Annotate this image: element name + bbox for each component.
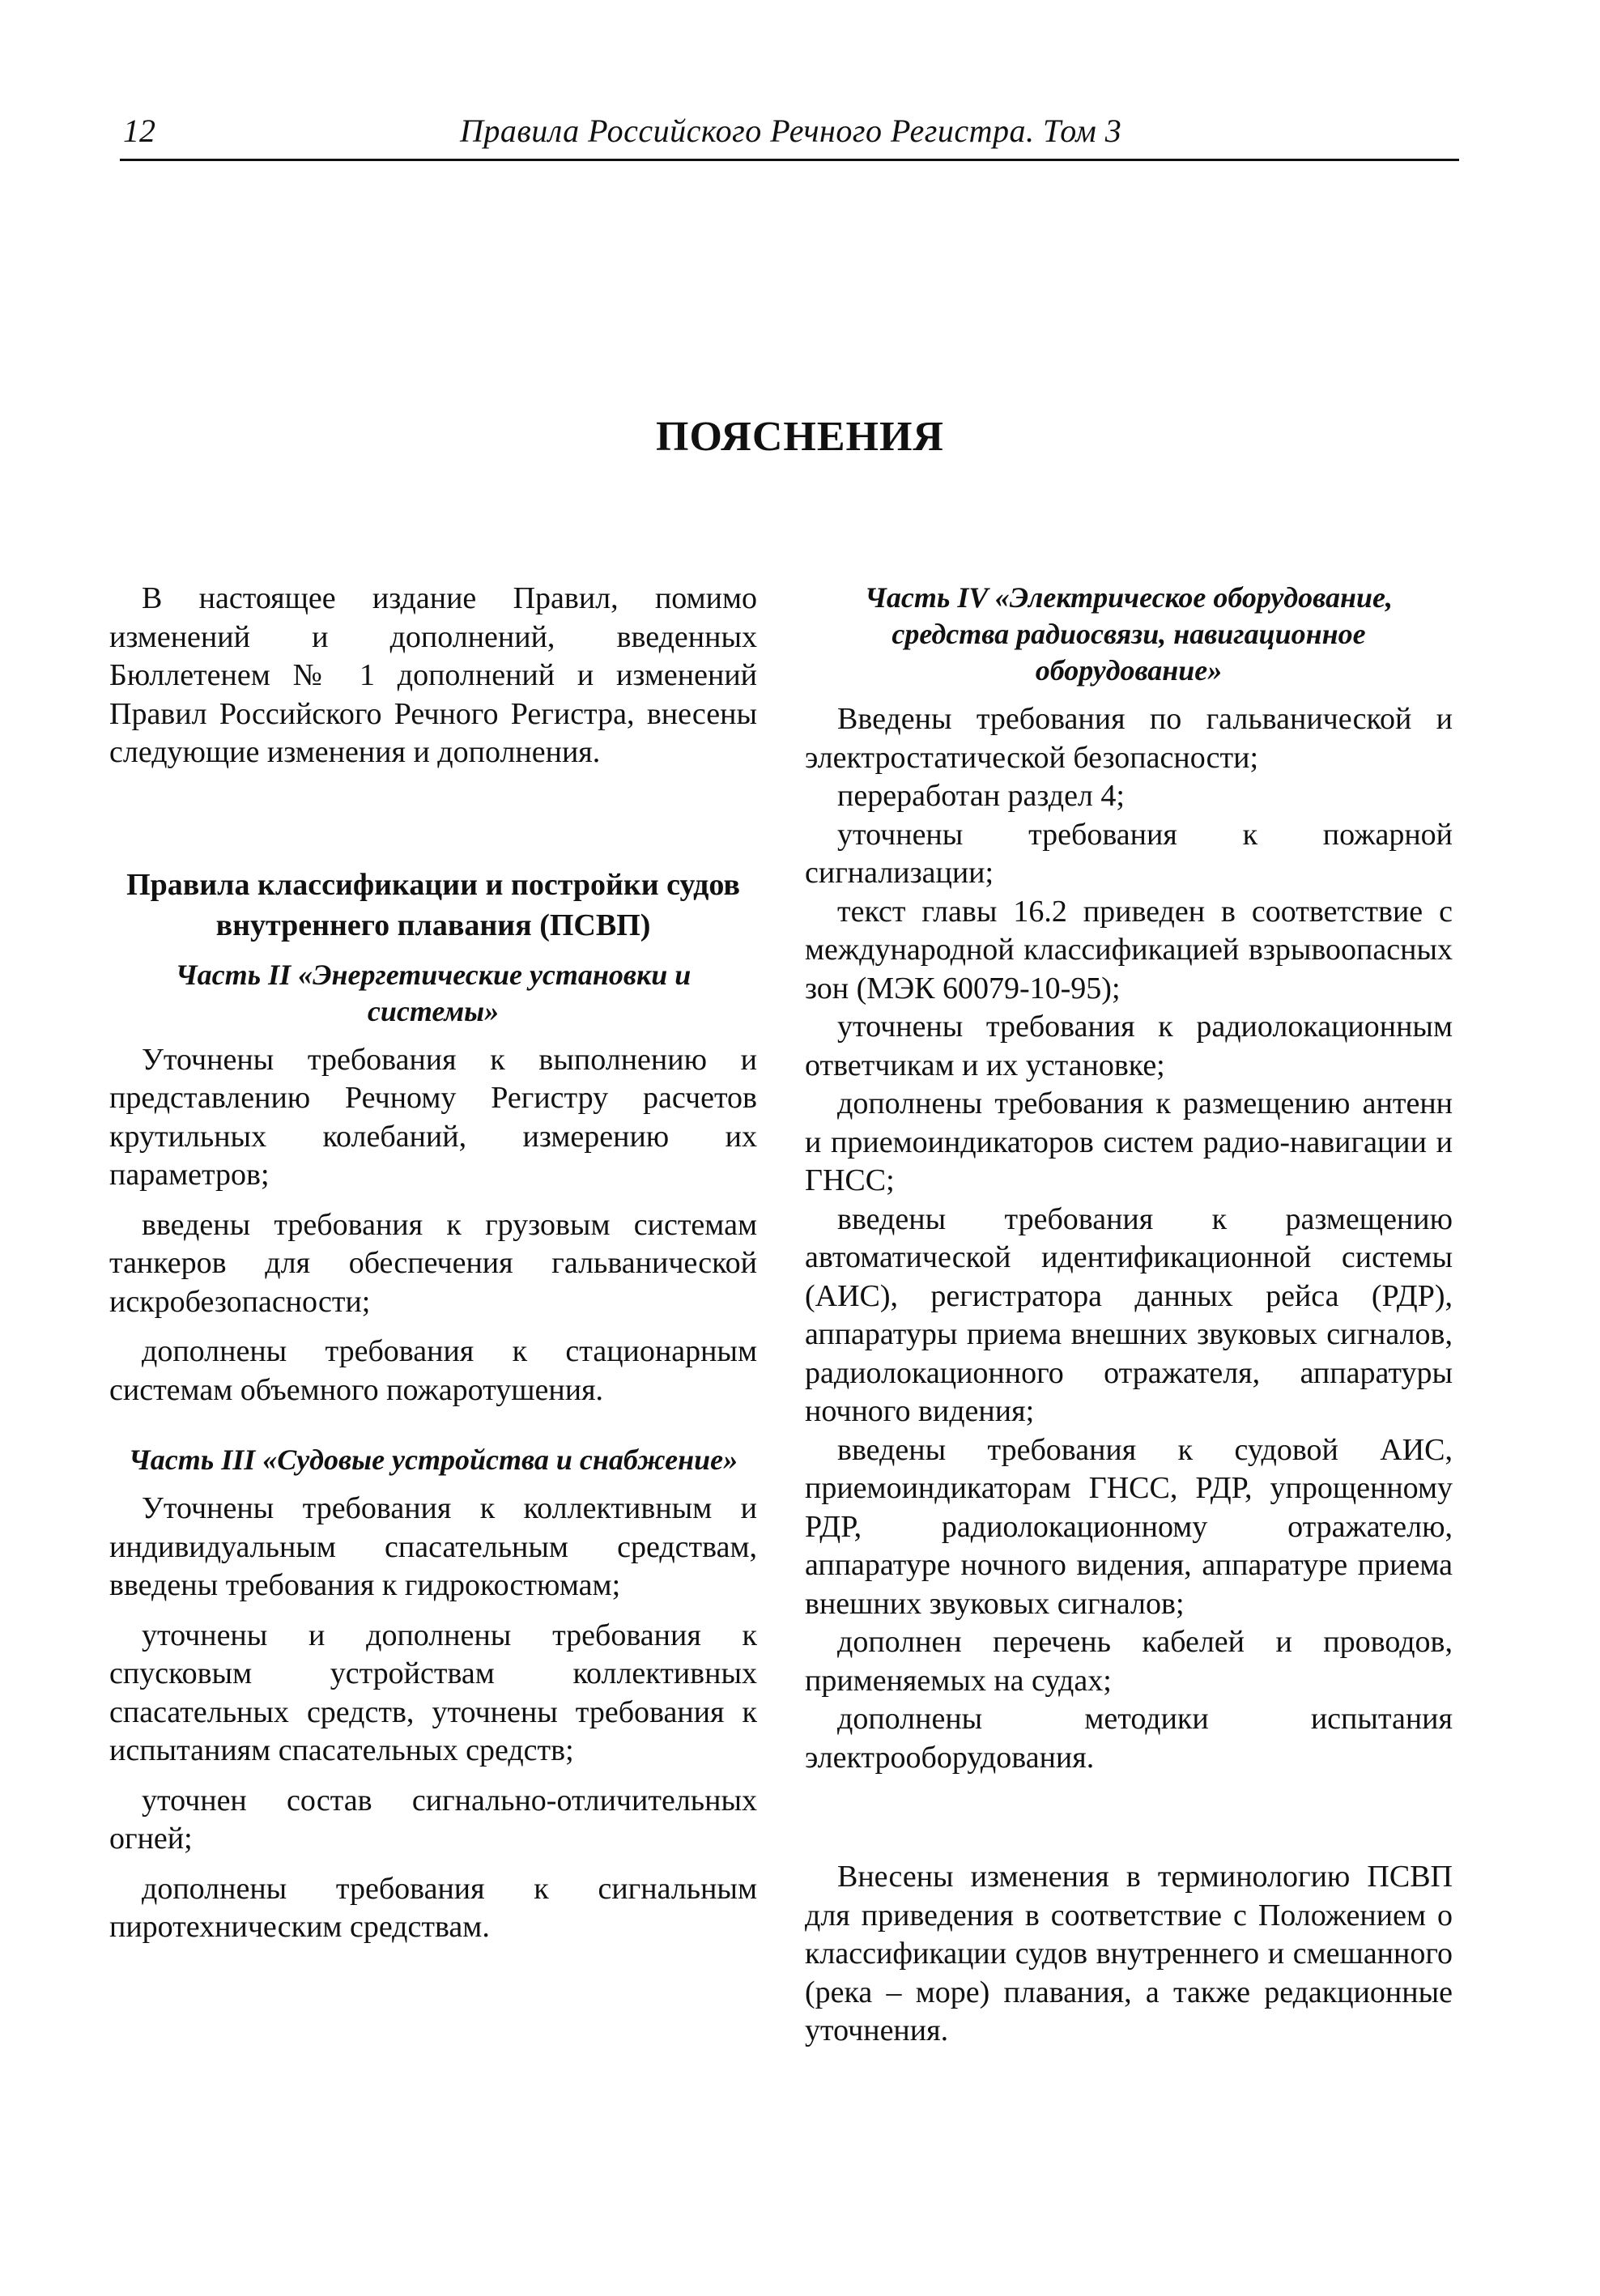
- page-number: 12: [123, 113, 155, 149]
- list-item: переработан раздел 4;: [837, 779, 1125, 813]
- list-item: Уточнены требования к выполнению и представлению Речному Регистру расчетов крутильных колебаний, измерению их параметров;: [109, 1042, 757, 1192]
- rules-heading: Правила классификации и постройки судов внутреннего плавания (ПСВП): [126, 867, 740, 942]
- part2-heading: Часть II «Энергетические установки и системы»: [175, 958, 691, 1027]
- intro-paragraph: В настоящее издание Правил, помимо изменений и дополнений, введенных Бюллетенем № 1 дополнений и изменений Правил Российского Речного Регистра, внесены следующие изменения и дополнения.: [109, 581, 757, 769]
- list-item: введены требования к судовой АИС, приемоиндикаторам ГНСС, РДР, упрощенному РДР, радиолокационному отражателю, аппаратуре ночного видения, аппаратуре приема внешних звуковых сигналов;: [805, 1432, 1453, 1621]
- list-item: уточнены требования к пожарной сигнализации;: [805, 817, 1453, 890]
- list-item: уточнен состав сигнально-отличительных огней;: [109, 1783, 757, 1856]
- left-column: [109, 580, 757, 1958]
- list-item: дополнены требования к стационарным системам объемного пожаротушения.: [109, 1334, 757, 1407]
- list-item: дополнен перечень кабелей и проводов, применяемых на судах;: [805, 1625, 1453, 1698]
- list-item: дополнены требования к сигнальным пиротехническим средствам.: [109, 1871, 757, 1944]
- list-item: уточнены требования к радиолокационным ответчикам и их установке;: [805, 1010, 1453, 1082]
- list-item: Введены требования по гальванической и электростатической безопасности;: [805, 702, 1453, 775]
- list-item: введены требования к размещению автоматической идентификационной системы (АИС), регистратора данных рейса (РДР), аппаратуры приема внешних звуковых сигналов, радиолокационного отражателя, аппаратуры ночного видения;: [805, 1201, 1453, 1428]
- part4-heading: Часть IV «Электрическое оборудование, средства радиосвязи, навигационное оборудование»: [865, 581, 1393, 687]
- page-title: ПОЯСНЕНИЯ: [656, 414, 944, 460]
- list-item: дополнены методики испытания электрооборудования.: [805, 1702, 1453, 1775]
- list-item: Уточнены требования к коллективным и индивидуальным спасательным средствам, введены требования к гидрокостюмам;: [109, 1491, 757, 1602]
- part3-heading: Часть III «Судовые устройства и снабжение»: [128, 1444, 738, 1476]
- list-item: дополнены требования к размещению антенн и приемоиндикаторов систем радио-навигации и ГНСС;: [805, 1086, 1453, 1197]
- running-title: Правила Российского Речного Регистра. Том 3: [460, 113, 1122, 149]
- right-column: [805, 580, 1453, 2051]
- list-item: текст главы 16.2 приведен в соответствие с международной классификацией взрывоопасных зон (МЭК 60079-10-95);: [805, 894, 1453, 1006]
- running-header: [120, 112, 1459, 161]
- closing-paragraph: Внесены изменения в терминологию ПСВП для приведения в соответствие с Положением о классификации судов внутреннего и смешанного (река – море) плавания, а также редакционные уточнения.: [805, 1860, 1453, 2047]
- list-item: введены требования к грузовым системам танкеров для обеспечения гальванической искробезопасности;: [109, 1207, 757, 1319]
- list-item: уточнены и дополнены требования к спусковым устройствам коллективных спасательных средств, уточнены требования к испытаниям спасательных средств;: [109, 1618, 757, 1767]
